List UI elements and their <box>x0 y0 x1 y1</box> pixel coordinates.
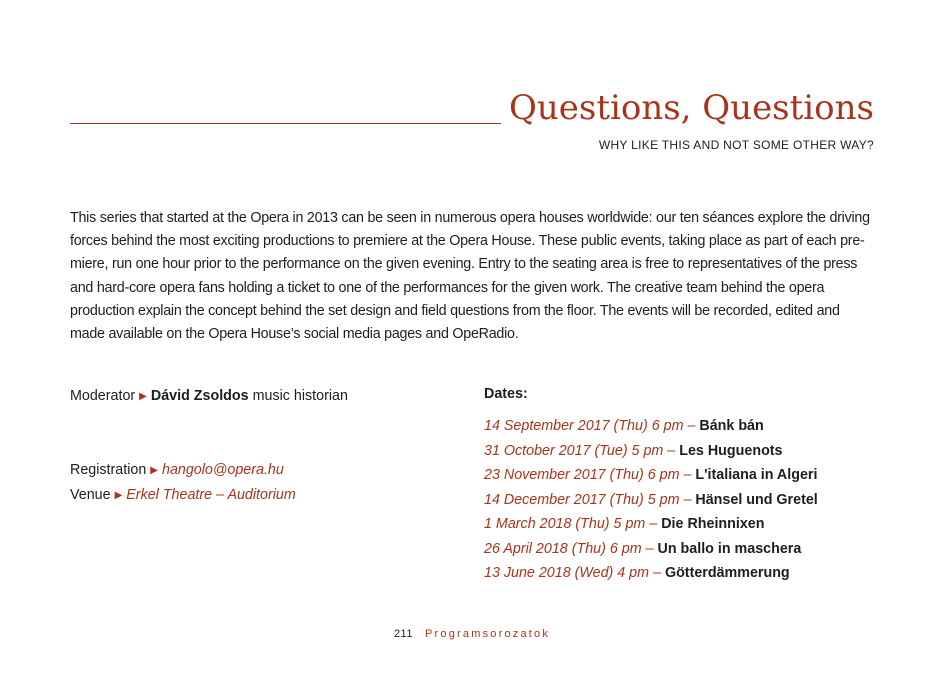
venue-value: Erkel Theatre – Auditorium <box>126 487 296 503</box>
triangle-right-icon: ▶ <box>139 391 147 402</box>
registration-email-link[interactable]: hangolo@opera.hu <box>162 462 284 478</box>
date-when: 14 September 2017 (Thu) 6 pm – <box>484 418 696 434</box>
venue-line <box>70 487 296 503</box>
page-footer <box>0 628 944 640</box>
intro-line: forces behind the most exciting productions to premiere at the Opera House. These public events, taking place as part of each pre- <box>70 233 865 250</box>
date-title: Les Huguenots <box>679 442 783 459</box>
moderator-name: Dávid Zsoldos <box>150 388 249 404</box>
registration-label: Registration <box>70 462 147 478</box>
registration-line <box>70 462 284 478</box>
date-item <box>484 439 818 464</box>
date-when: 14 December 2017 (Thu) 5 pm – <box>484 491 692 508</box>
intro-line: miere, run one hour prior to the performance on the given evening. Entry to the seating area is free to representatives of the press <box>70 256 858 273</box>
venue-label: Venue <box>70 487 111 503</box>
date-item <box>484 537 818 562</box>
date-title: Hänsel und Gretel <box>695 491 818 508</box>
date-title: Un ballo in maschera <box>657 540 802 557</box>
section-name: Programsorozatok <box>424 628 551 640</box>
triangle-right-icon: ▶ <box>150 465 158 476</box>
page-number: 211 <box>393 628 413 640</box>
dates-list <box>484 386 818 586</box>
intro-line: made available on the Opera House’s social media pages and OpeRadio. <box>70 326 519 343</box>
page-subtitle: WHY LIKE THIS AND NOT SOME OTHER WAY? <box>598 138 874 152</box>
intro-line: production explain the concept behind the set design and field questions from the floor. The events will be recorded, edited and <box>70 302 840 319</box>
date-when: 13 June 2018 (Wed) 4 pm – <box>484 565 661 581</box>
triangle-right-icon: ▶ <box>114 490 123 501</box>
moderator-role: music historian <box>252 388 348 404</box>
date-title: Götterdämmerung <box>664 565 790 581</box>
date-when: 26 April 2018 (Thu) 6 pm – <box>484 540 654 557</box>
page-title: Questions, Questions <box>508 88 874 128</box>
intro-paragraph <box>70 207 878 346</box>
moderator-line <box>70 388 348 404</box>
date-item <box>484 488 818 513</box>
moderator-label: Moderator <box>70 388 136 404</box>
date-when: 1 March 2018 (Thu) 5 pm – <box>484 516 658 532</box>
date-item <box>484 463 818 488</box>
title-rule <box>70 123 501 124</box>
date-title: Die Rheinnixen <box>661 516 765 532</box>
intro-line: and hard-core opera fans holding a ticket to one of the performances for the given work. The creative team behind the opera <box>70 279 825 296</box>
date-when: 31 October 2017 (Tue) 5 pm – <box>484 442 676 459</box>
date-title: L'italiana in Algeri <box>695 467 818 483</box>
date-item <box>484 414 818 439</box>
date-item <box>484 512 818 537</box>
date-title: Bánk bán <box>699 418 764 434</box>
date-item <box>484 561 818 586</box>
date-when: 23 November 2017 (Thu) 6 pm – <box>484 467 692 483</box>
dates-heading: Dates: <box>484 386 528 402</box>
intro-line: This series that started at the Opera in 2013 can be seen in numerous opera houses worldwide: our ten séances explore the driving <box>70 210 870 226</box>
